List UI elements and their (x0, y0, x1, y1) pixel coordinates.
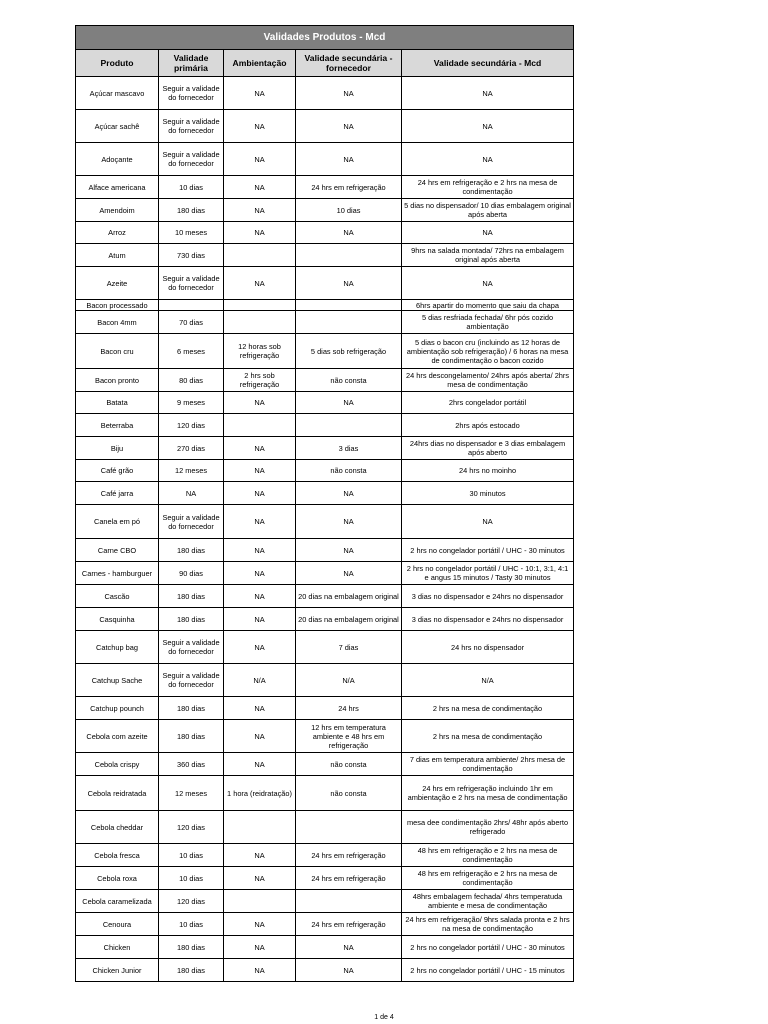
cell-validade-secundaria-mcd: 5 dias resfriada fechada/ 6hr pós cozido ambientação (402, 311, 574, 334)
table-row (76, 110, 574, 143)
cell-validade-secundaria-mcd: NA (402, 110, 574, 143)
cell-produto: Catchup bag (76, 631, 159, 664)
cell-produto: Bacon processado (76, 300, 159, 311)
cell-validade-secundaria-fornecedor (296, 311, 402, 334)
table-body (76, 77, 574, 982)
table-row (76, 300, 574, 311)
cell-validade-secundaria-fornecedor (296, 414, 402, 437)
cell-validade-primaria: 270 dias (159, 437, 224, 460)
cell-validade-secundaria-mcd: 24 hrs descongelamento/ 24hrs após aberta/ 2hrs mesa de condimentação (402, 369, 574, 392)
cell-ambientacao: NA (224, 936, 296, 959)
cell-validade-primaria: 120 dias (159, 890, 224, 913)
cell-validade-secundaria-fornecedor: NA (296, 110, 402, 143)
table-row (76, 199, 574, 222)
page-number: 1 de 4 (374, 1014, 394, 1021)
cell-validade-secundaria-mcd: 24 hrs em refrigeração e 2 hrs na mesa de condimentação (402, 176, 574, 199)
cell-validade-secundaria-mcd: 48 hrs em refrigeração e 2 hrs na mesa de condimentação (402, 867, 574, 890)
cell-ambientacao: NA (224, 720, 296, 753)
cell-validade-secundaria-mcd: 24 hrs em refrigeração/ 9hrs salada pronta e 2 hrs na mesa de condimentação (402, 913, 574, 936)
cell-ambientacao: NA (224, 77, 296, 110)
cell-ambientacao: NA (224, 585, 296, 608)
cell-validade-primaria: 180 dias (159, 697, 224, 720)
table-row (76, 460, 574, 482)
cell-produto: Cebola fresca (76, 844, 159, 867)
cell-validade-primaria: 10 dias (159, 176, 224, 199)
cell-produto: Biju (76, 437, 159, 460)
cell-produto: Cebola roxa (76, 867, 159, 890)
cell-validade-secundaria-mcd: 7 dias em temperatura ambiente/ 2hrs mesa de condimentação (402, 753, 574, 776)
cell-validade-secundaria-fornecedor: 12 hrs em temperatura ambiente e 48 hrs em refrigeração (296, 720, 402, 753)
cell-validade-secundaria-mcd: 2 hrs no congelador portátil / UHC - 30 minutos (402, 539, 574, 562)
cell-validade-primaria: 12 meses (159, 460, 224, 482)
cell-validade-primaria: Seguir a validade do fornecedor (159, 631, 224, 664)
cell-validade-secundaria-mcd: NA (402, 143, 574, 176)
cell-validade-secundaria-mcd: 30 minutos (402, 482, 574, 505)
cell-produto: Cenoura (76, 913, 159, 936)
cell-validade-secundaria-fornecedor: 24 hrs em refrigeração (296, 913, 402, 936)
table-row (76, 505, 574, 539)
cell-validade-secundaria-fornecedor: 5 dias sob refrigeração (296, 334, 402, 369)
cell-ambientacao: NA (224, 199, 296, 222)
cell-validade-primaria: 10 dias (159, 844, 224, 867)
cell-validade-primaria: 70 dias (159, 311, 224, 334)
cell-produto: Batata (76, 392, 159, 414)
cell-validade-primaria: 90 dias (159, 562, 224, 585)
cell-validade-secundaria-mcd: mesa dee condimentação 2hrs/ 48hr após aberto refrigerado (402, 811, 574, 844)
cell-validade-primaria: 9 meses (159, 392, 224, 414)
cell-produto: Chicken (76, 936, 159, 959)
cell-validade-secundaria-mcd: 6hrs apartir do momento que saiu da chapa (402, 300, 574, 311)
cell-produto: Cebola com azeite (76, 720, 159, 753)
cell-validade-primaria: Seguir a validade do fornecedor (159, 77, 224, 110)
cell-validade-secundaria-mcd: NA (402, 222, 574, 244)
header-ambientacao: Ambientação (224, 50, 296, 77)
table-row (76, 222, 574, 244)
cell-ambientacao (224, 811, 296, 844)
cell-produto: Chicken Junior (76, 959, 159, 982)
table-row (76, 936, 574, 959)
cell-ambientacao: 2 hrs sob refrigeração (224, 369, 296, 392)
header-validade-primaria: Validade primária (159, 50, 224, 77)
cell-ambientacao: NA (224, 460, 296, 482)
cell-validade-secundaria-fornecedor (296, 244, 402, 267)
cell-ambientacao (224, 414, 296, 437)
cell-produto: Adoçante (76, 143, 159, 176)
cell-validade-secundaria-fornecedor: NA (296, 562, 402, 585)
cell-validade-secundaria-fornecedor: 24 hrs em refrigeração (296, 867, 402, 890)
header-validade-secundaria-fornecedor: Validade secundária - fornecedor (296, 50, 402, 77)
table-row (76, 539, 574, 562)
cell-validade-secundaria-mcd: NA (402, 267, 574, 300)
cell-validade-secundaria-mcd: 24hrs dias no dispensador e 3 dias embalagem após aberto (402, 437, 574, 460)
table-row (76, 267, 574, 300)
table-row (76, 867, 574, 890)
cell-validade-secundaria-fornecedor: NA (296, 505, 402, 539)
cell-validade-secundaria-mcd: 2 hrs no congelador portátil / UHC - 10:1, 3:1, 4:1 e angus 15 minutos / Tasty 30 minutos (402, 562, 574, 585)
cell-produto: Cebola reidratada (76, 776, 159, 811)
cell-produto: Azeite (76, 267, 159, 300)
cell-validade-secundaria-fornecedor: não consta (296, 460, 402, 482)
cell-validade-secundaria-fornecedor: 24 hrs (296, 697, 402, 720)
cell-produto: Cebola crispy (76, 753, 159, 776)
cell-validade-secundaria-fornecedor: 24 hrs em refrigeração (296, 176, 402, 199)
cell-produto: Bacon 4mm (76, 311, 159, 334)
header-produto: Produto (76, 50, 159, 77)
cell-validade-secundaria-fornecedor: NA (296, 539, 402, 562)
cell-validade-primaria: 180 dias (159, 959, 224, 982)
cell-validade-primaria: 6 meses (159, 334, 224, 369)
cell-validade-primaria: 12 meses (159, 776, 224, 811)
table-row (76, 720, 574, 753)
product-validity-sheet (75, 25, 573, 982)
cell-validade-secundaria-mcd: 2 hrs no congelador portátil / UHC - 15 minutos (402, 959, 574, 982)
cell-produto: Cebola cheddar (76, 811, 159, 844)
cell-validade-secundaria-fornecedor: 20 dias na embalagem original (296, 585, 402, 608)
cell-validade-primaria: Seguir a validade do fornecedor (159, 664, 224, 697)
table-row (76, 913, 574, 936)
cell-validade-secundaria-mcd: 2hrs após estocado (402, 414, 574, 437)
cell-ambientacao: N/A (224, 664, 296, 697)
cell-produto: Arroz (76, 222, 159, 244)
table-row (76, 631, 574, 664)
cell-validade-primaria: 10 dias (159, 867, 224, 890)
cell-validade-secundaria-mcd: 3 dias no dispensador e 24hrs no dispensador (402, 608, 574, 631)
cell-validade-secundaria-fornecedor: NA (296, 222, 402, 244)
validity-table (75, 25, 574, 982)
cell-ambientacao: NA (224, 753, 296, 776)
cell-ambientacao: 1 hora (reidratação) (224, 776, 296, 811)
cell-validade-secundaria-mcd: 5 dias no dispensador/ 10 dias embalagem original após aberta (402, 199, 574, 222)
cell-validade-secundaria-fornecedor: NA (296, 143, 402, 176)
cell-validade-primaria: 180 dias (159, 199, 224, 222)
cell-validade-secundaria-fornecedor: 24 hrs em refrigeração (296, 844, 402, 867)
cell-produto: Beterraba (76, 414, 159, 437)
table-row (76, 143, 574, 176)
cell-produto: Açúcar mascavo (76, 77, 159, 110)
cell-ambientacao (224, 244, 296, 267)
cell-validade-secundaria-mcd: 48 hrs em refrigeração e 2 hrs na mesa de condimentação (402, 844, 574, 867)
cell-produto: Canela em pó (76, 505, 159, 539)
cell-validade-secundaria-mcd: 48hrs embalagem fechada/ 4hrs temperatuda ambiente e mesa de condimentação (402, 890, 574, 913)
cell-produto: Catchup Sache (76, 664, 159, 697)
cell-produto: Cebola caramelizada (76, 890, 159, 913)
cell-ambientacao: NA (224, 539, 296, 562)
cell-produto: Carnes - hamburguer (76, 562, 159, 585)
cell-validade-primaria: Seguir a validade do fornecedor (159, 143, 224, 176)
table-row (76, 176, 574, 199)
cell-ambientacao (224, 300, 296, 311)
cell-validade-secundaria-fornecedor (296, 300, 402, 311)
cell-produto: Açúcar sachê (76, 110, 159, 143)
cell-validade-secundaria-mcd: 9hrs na salada montada/ 72hrs na embalagem original após aberta (402, 244, 574, 267)
cell-produto: Bacon pronto (76, 369, 159, 392)
cell-ambientacao: NA (224, 608, 296, 631)
cell-validade-primaria (159, 300, 224, 311)
table-row (76, 697, 574, 720)
cell-validade-secundaria-fornecedor: não consta (296, 753, 402, 776)
table-row (76, 753, 574, 776)
table-row (76, 311, 574, 334)
cell-validade-primaria: 80 dias (159, 369, 224, 392)
cell-ambientacao (224, 890, 296, 913)
cell-produto: Amendoim (76, 199, 159, 222)
cell-ambientacao: 12 horas sob refrigeração (224, 334, 296, 369)
table-row (76, 664, 574, 697)
header-validade-secundaria-mcd: Validade secundária - Mcd (402, 50, 574, 77)
cell-ambientacao: NA (224, 959, 296, 982)
cell-produto: Café grão (76, 460, 159, 482)
cell-validade-secundaria-mcd: 24 hrs no dispensador (402, 631, 574, 664)
table-row (76, 369, 574, 392)
cell-validade-primaria: 10 dias (159, 913, 224, 936)
table-row (76, 776, 574, 811)
cell-ambientacao: NA (224, 482, 296, 505)
table-row (76, 890, 574, 913)
cell-validade-secundaria-fornecedor: não consta (296, 369, 402, 392)
sheet-title: Validades Produtos - Mcd (76, 26, 574, 50)
table-row (76, 562, 574, 585)
cell-validade-secundaria-fornecedor: NA (296, 77, 402, 110)
cell-validade-secundaria-mcd: 5 dias o bacon cru (incluindo as 12 horas de ambientação sob refrigeração) / 6 horas na mesa de condimentação o bacon cozido (402, 334, 574, 369)
cell-validade-secundaria-fornecedor: 7 dias (296, 631, 402, 664)
cell-validade-secundaria-fornecedor: NA (296, 482, 402, 505)
cell-validade-primaria: 180 dias (159, 720, 224, 753)
cell-validade-secundaria-fornecedor (296, 811, 402, 844)
table-row (76, 392, 574, 414)
cell-validade-secundaria-mcd: 2 hrs na mesa de condimentação (402, 697, 574, 720)
cell-validade-secundaria-mcd: 24 hrs em refrigeração incluindo 1hr em ambientação e 2 hrs na mesa de condimentação (402, 776, 574, 811)
cell-ambientacao: NA (224, 143, 296, 176)
header-row (76, 50, 574, 77)
cell-validade-primaria: 730 dias (159, 244, 224, 267)
table-row (76, 334, 574, 369)
cell-validade-secundaria-fornecedor: 3 dias (296, 437, 402, 460)
cell-validade-secundaria-fornecedor: NA (296, 392, 402, 414)
cell-ambientacao: NA (224, 176, 296, 199)
cell-validade-primaria: 360 dias (159, 753, 224, 776)
cell-validade-primaria: 180 dias (159, 585, 224, 608)
cell-ambientacao: NA (224, 392, 296, 414)
cell-validade-secundaria-fornecedor: 10 dias (296, 199, 402, 222)
cell-validade-secundaria-fornecedor: NA (296, 267, 402, 300)
cell-ambientacao: NA (224, 697, 296, 720)
cell-produto: Alface americana (76, 176, 159, 199)
cell-produto: Casquinha (76, 608, 159, 631)
cell-ambientacao: NA (224, 505, 296, 539)
cell-validade-primaria: Seguir a validade do fornecedor (159, 505, 224, 539)
table-row (76, 811, 574, 844)
cell-validade-secundaria-mcd: NA (402, 505, 574, 539)
table-row (76, 482, 574, 505)
cell-validade-secundaria-mcd: 24 hrs no moinho (402, 460, 574, 482)
table-row (76, 414, 574, 437)
cell-validade-secundaria-mcd: 2 hrs no congelador portátil / UHC - 30 minutos (402, 936, 574, 959)
cell-validade-primaria: 120 dias (159, 811, 224, 844)
cell-produto: Bacon cru (76, 334, 159, 369)
cell-validade-secundaria-mcd: 3 dias no dispensador e 24hrs no dispensador (402, 585, 574, 608)
cell-validade-primaria: 180 dias (159, 936, 224, 959)
cell-produto: Café jarra (76, 482, 159, 505)
table-row (76, 77, 574, 110)
cell-ambientacao: NA (224, 110, 296, 143)
cell-ambientacao: NA (224, 437, 296, 460)
table-row (76, 437, 574, 460)
cell-ambientacao: NA (224, 562, 296, 585)
table-row (76, 244, 574, 267)
cell-validade-secundaria-fornecedor: não consta (296, 776, 402, 811)
cell-produto: Atum (76, 244, 159, 267)
cell-produto: Catchup pounch (76, 697, 159, 720)
table-row (76, 844, 574, 867)
cell-validade-primaria: Seguir a validade do fornecedor (159, 267, 224, 300)
cell-validade-secundaria-mcd: NA (402, 77, 574, 110)
cell-validade-secundaria-fornecedor: NA (296, 936, 402, 959)
table-row (76, 608, 574, 631)
cell-ambientacao: NA (224, 867, 296, 890)
cell-validade-secundaria-fornecedor: NA (296, 959, 402, 982)
table-row (76, 585, 574, 608)
cell-produto: Carne CBO (76, 539, 159, 562)
cell-validade-primaria: 120 dias (159, 414, 224, 437)
cell-ambientacao: NA (224, 631, 296, 664)
cell-ambientacao (224, 311, 296, 334)
cell-validade-secundaria-fornecedor (296, 890, 402, 913)
cell-validade-primaria: 180 dias (159, 539, 224, 562)
cell-validade-secundaria-mcd: N/A (402, 664, 574, 697)
cell-validade-secundaria-fornecedor: 20 dias na embalagem original (296, 608, 402, 631)
cell-validade-primaria: NA (159, 482, 224, 505)
cell-ambientacao: NA (224, 844, 296, 867)
cell-validade-secundaria-mcd: 2hrs congelador portátil (402, 392, 574, 414)
cell-validade-primaria: Seguir a validade do fornecedor (159, 110, 224, 143)
cell-validade-secundaria-fornecedor: N/A (296, 664, 402, 697)
cell-ambientacao: NA (224, 267, 296, 300)
cell-validade-primaria: 180 dias (159, 608, 224, 631)
cell-ambientacao: NA (224, 222, 296, 244)
cell-validade-secundaria-mcd: 2 hrs na mesa de condimentação (402, 720, 574, 753)
cell-ambientacao: NA (224, 913, 296, 936)
cell-validade-primaria: 10 meses (159, 222, 224, 244)
cell-produto: Cascão (76, 585, 159, 608)
table-row (76, 959, 574, 982)
